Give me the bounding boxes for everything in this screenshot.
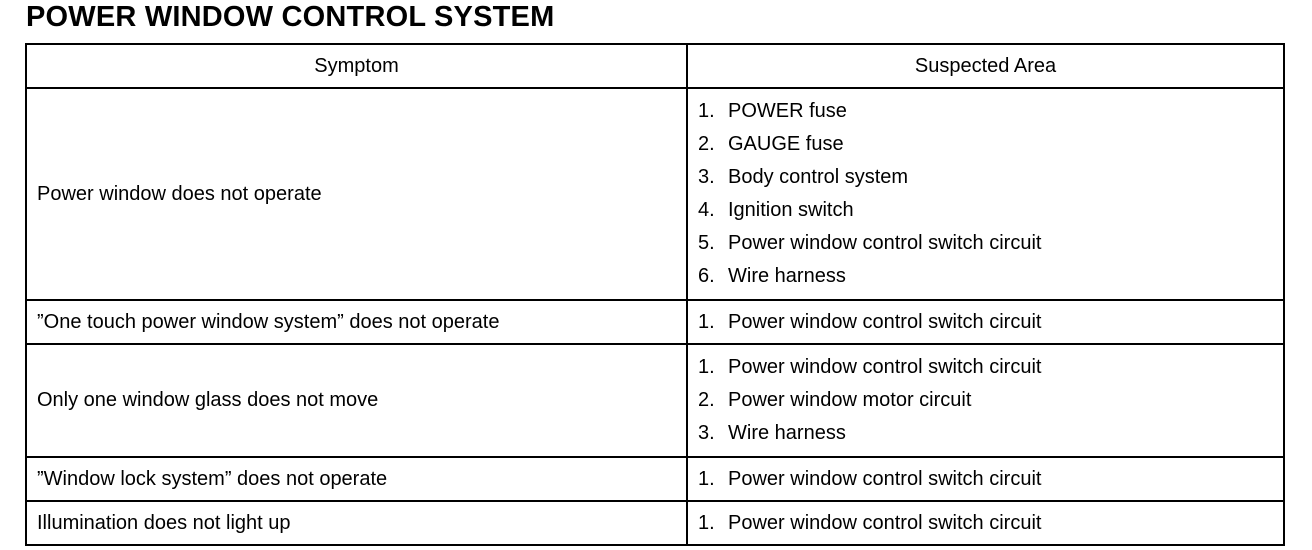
page-title: POWER WINDOW CONTROL SYSTEM [26, 1, 555, 33]
item-text: Power window control switch circuit [728, 512, 1042, 534]
symptom-cell: Power window does not operate [26, 88, 687, 300]
table-row [26, 501, 1284, 545]
item-text: Power window control switch circuit [728, 311, 1042, 333]
list-item [698, 260, 1273, 293]
item-text: Wire harness [728, 422, 846, 444]
table-row [26, 457, 1284, 501]
item-text: Wire harness [728, 265, 846, 287]
suspected-area-list [698, 502, 1273, 544]
list-item [698, 505, 1273, 541]
suspected-area-list [698, 301, 1273, 343]
header-symptom: Symptom [26, 44, 687, 88]
symptom-cell: ”One touch power window system” does not operate [26, 300, 687, 344]
item-number: 6. [698, 265, 715, 287]
item-number: 2. [698, 133, 715, 155]
list-item [698, 161, 1273, 194]
suspected-area-cell [687, 457, 1284, 501]
item-number: 5. [698, 232, 715, 254]
list-item [698, 384, 1273, 417]
suspected-area-list [698, 458, 1273, 500]
symptom-table [25, 43, 1285, 546]
table-row [26, 344, 1284, 457]
symptom-cell: Only one window glass does not move [26, 344, 687, 457]
item-text: Ignition switch [728, 199, 854, 221]
table-row [26, 300, 1284, 344]
item-text: Power window control switch circuit [728, 356, 1042, 378]
table-header-row [26, 44, 1284, 88]
item-number: 1. [698, 356, 715, 378]
item-number: 1. [698, 311, 715, 333]
item-number: 3. [698, 166, 715, 188]
list-item [698, 417, 1273, 450]
table-row [26, 88, 1284, 300]
item-number: 1. [698, 468, 715, 490]
clipped-next-heading [26, 541, 566, 550]
list-item [698, 227, 1273, 260]
list-item [698, 351, 1273, 384]
item-number: 1. [698, 100, 715, 122]
symptom-cell: ”Window lock system” does not operate [26, 457, 687, 501]
item-text: GAUGE fuse [728, 133, 844, 155]
list-item [698, 304, 1273, 340]
item-number: 2. [698, 389, 715, 411]
suspected-area-cell [687, 344, 1284, 457]
suspected-area-list [698, 89, 1273, 299]
item-number: 4. [698, 199, 715, 221]
item-text: Power window control switch circuit [728, 232, 1042, 254]
suspected-area-list [698, 345, 1273, 456]
item-text: Power window motor circuit [728, 389, 972, 411]
list-item [698, 95, 1273, 128]
item-text: POWER fuse [728, 100, 847, 122]
item-number: 1. [698, 512, 715, 534]
suspected-area-cell [687, 501, 1284, 545]
list-item [698, 461, 1273, 497]
list-item [698, 128, 1273, 161]
item-text: Body control system [728, 166, 909, 188]
header-suspected-area: Suspected Area [687, 44, 1284, 88]
item-text: Power window control switch circuit [728, 468, 1042, 490]
suspected-area-cell [687, 88, 1284, 300]
suspected-area-cell [687, 300, 1284, 344]
item-number: 3. [698, 422, 715, 444]
symptom-cell: Illumination does not light up [26, 501, 687, 545]
list-item [698, 194, 1273, 227]
